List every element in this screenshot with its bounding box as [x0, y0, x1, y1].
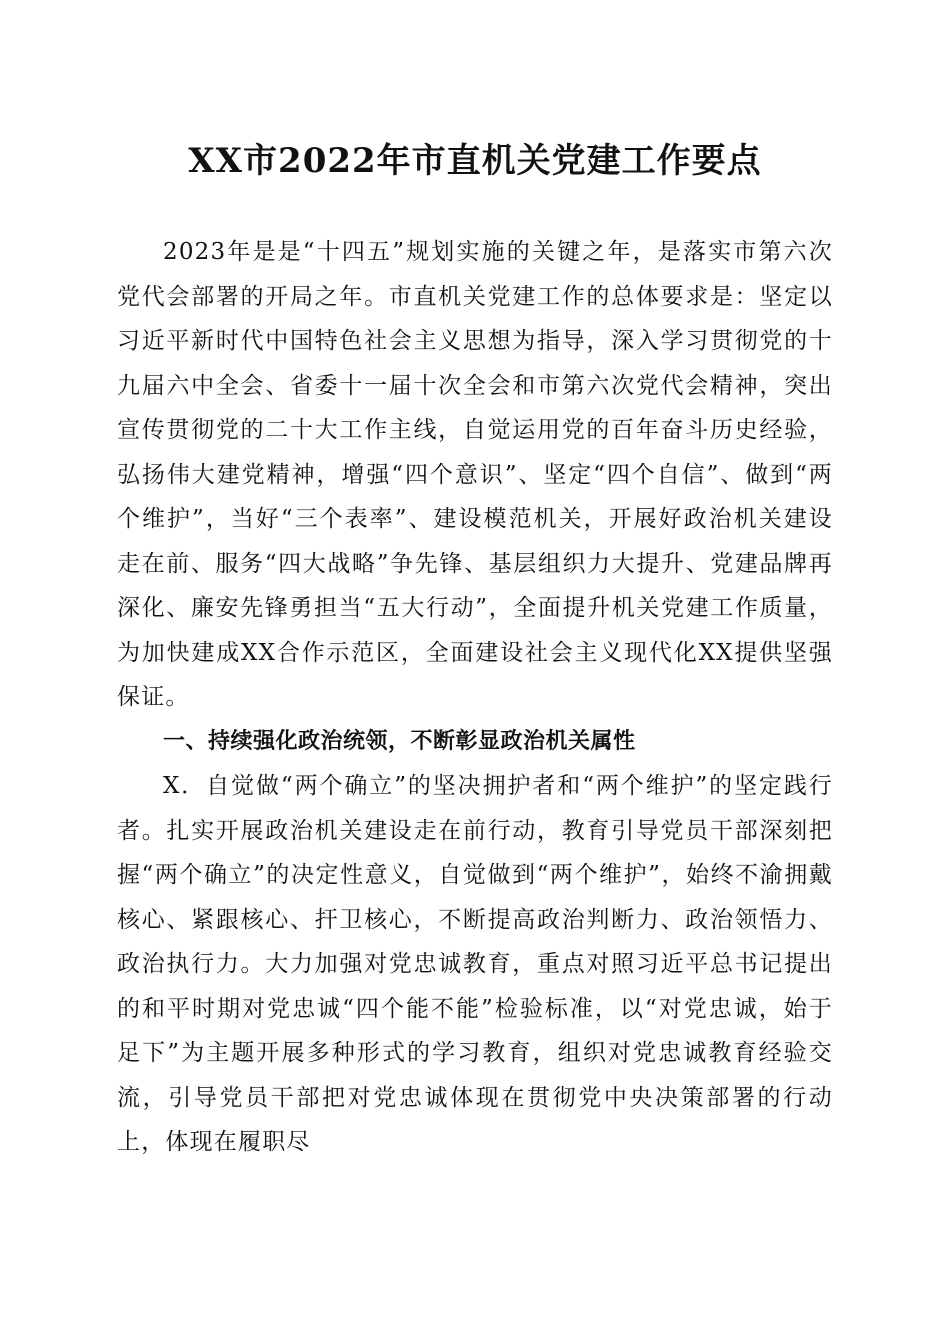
section-1-paragraph: X．自觉做“两个确立”的坚决拥护者和“两个维护”的坚定践行者。扎实开展政治机关建设走在前行动，教育引导党员干部深刻把握“两个确立”的决定性意义，自觉做到“两个维护”，始终不渝拥戴核心、紧跟核心、扞卫核心，不断提高政治判断力、政治领悟力、政治执行力。大力加强对党忠诚教育，重点对照习近平总书记提出的和平时期对党忠诚“四个能不能”检验标准，以“对党忠诚，始于足下”为主题开展多种形式的学习教育，组织对党忠诚教育经验交流，引导党员干部把对党忠诚体现在贯彻党中央决策部署的行动上，体现在履职尽 — [117, 773, 833, 1155]
document-title: XX市2022年市直机关党建工作要点 — [188, 141, 762, 181]
intro-paragraph: 2023年是是“十四五”规划实施的关键之年，是落实市第六次党代会部署的开局之年。市直机关党建工作的总体要求是：坚定以习近平新时代中国特色社会主义思想为指导，深入学习贯彻党的十九届六中全会、省委十一届十次全会和市第六次党代会精神，突出宣传贯彻党的二十大工作主线，自觉运用党的百年奋斗历史经验，弘扬伟大建党精神，增强“四个意识”、坚定“四个自信”、做到“两个维护”，当好“三个表率”、建设模范机关，开展好政治机关建设走在前、服务“四大战略”争先锋、基层组织力大提升、党建品牌再深化、廉安先锋勇担当“五大行动”，全面提升机关党建工作质量，为加快建成XX合作示范区，全面建设社会主义现代化XX提供坚强保证。 — [117, 239, 833, 710]
document-body — [117, 230, 833, 1165]
section-1-heading: 一、持续强化政治统领，不断彰显政治机关属性 — [163, 728, 636, 754]
